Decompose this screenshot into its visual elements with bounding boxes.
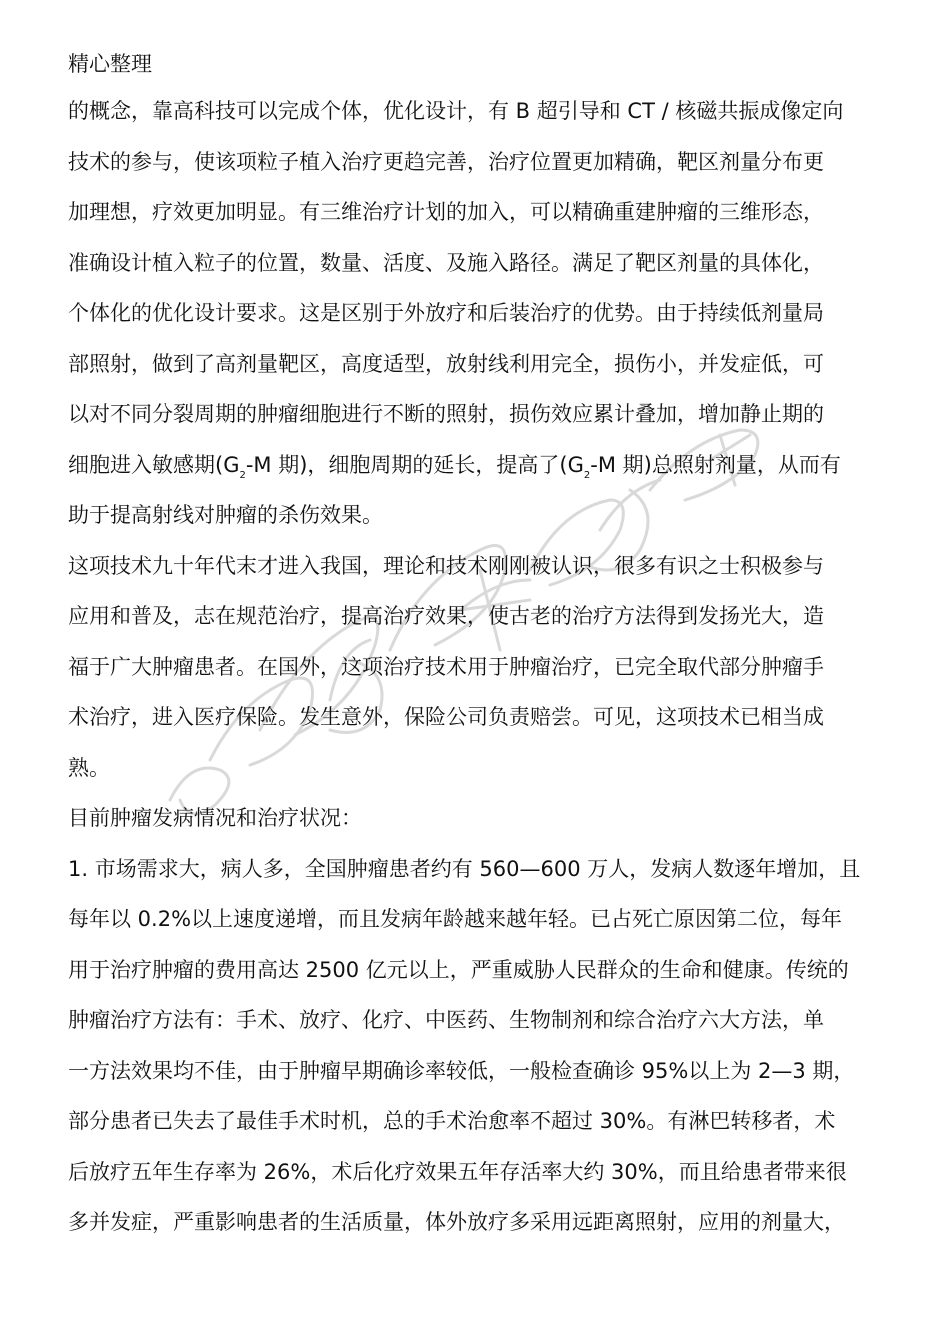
text-line: 术治疗，进入医疗保险。发生意外，保险公司负责赔尝。可见，这项技术已相当成 <box>68 705 824 729</box>
text-line: 的概念，靠高科技可以完成个体，优化设计，有 B 超引导和 CT / 核磁共振成像定向 <box>68 99 844 123</box>
text-line: 以对不同分裂周期的肿瘤细胞进行不断的照射，损伤效应累计叠加，增加静止期的 <box>68 402 824 426</box>
page-header: 精心整理 <box>68 52 152 76</box>
section-heading: 目前肿瘤发病情况和治疗状况： <box>68 806 362 830</box>
text-line: 技术的参与，使该项粒子植入治疗更趋完善，治疗位置更加精确，靶区剂量分布更 <box>68 149 824 174</box>
text-line: 准确设计植入粒子的位置，数量、活度、及施入路径。满足了靶区剂量的具体化， <box>68 250 824 275</box>
text-line: 部分患者已失去了最佳手术时机，总的手术治愈率不超过 30%。有淋巴转移者，术 <box>68 1109 836 1133</box>
text-line: 每年以 0.2%以上速度递增，而且发病年龄越来越年轻。已占死亡原因第二位，每年 <box>68 907 843 931</box>
text-line: 肿瘤治疗方法有：手术、放疗、化疗、中医药、生物制剂和综合治疗六大方法，单 <box>68 1008 824 1032</box>
text-line: 应用和普及，志在规范治疗，提高治疗效果，使古老的治疗方法得到发扬光大，造 <box>68 604 824 628</box>
text-segment: -M 期)总照射剂量，从而有 <box>590 452 841 477</box>
text-line: 福于广大肿瘤患者。在国外，这项治疗技术用于肿瘤治疗，已完全取代部分肿瘤手 <box>68 654 824 679</box>
text-line: 部照射，做到了高剂量靶区，高度适型，放射线利用完全，损伤小，并发症低，可 <box>68 351 824 376</box>
text-segment: 细胞进入敏感期(G <box>68 452 240 477</box>
text-line: 一方法效果均不佳，由于肿瘤早期确诊率较低，一般检查确诊 95%以上为 2—3 期， <box>68 1058 855 1083</box>
text-line: 熟。 <box>68 755 110 780</box>
text-line: 加理想，疗效更加明显。有三维治疗计划的加入，可以精确重建肿瘤的三维形态， <box>68 200 824 224</box>
text-line: 1. 市场需求大，病人多，全国肿瘤患者约有 560—600 万人，发病人数逐年增加，且 <box>68 856 861 881</box>
subscript: 2 <box>583 469 591 481</box>
text-line-with-subscripts <box>68 440 898 491</box>
text-segment: -M 期)，细胞周期的延长，提高了(G <box>245 452 584 477</box>
text-line: 助于提高射线对肿瘤的杀伤效果。 <box>68 503 383 527</box>
text-line: 多并发症，严重影响患者的生活质量，体外放疗多采用远距离照射，应用的剂量大， <box>68 1210 845 1234</box>
text-line: 用于治疗肿瘤的费用高达 2500 亿元以上，严重威胁人民群众的生命和健康。传统的 <box>68 957 849 982</box>
text-line: 这项技术九十年代末才进入我国，理论和技术刚刚被认识，很多有识之士积极参与 <box>68 553 824 578</box>
text-line: 后放疗五年生存率为 26%，术后化疗效果五年存活率大约 30%，而且给患者带来很 <box>68 1159 847 1184</box>
subscript: 2 <box>239 469 246 481</box>
body-text <box>68 86 898 1248</box>
text-line: 个体化的优化设计要求。这是区别于外放疗和后装治疗的优势。由于持续低剂量局 <box>68 301 824 325</box>
